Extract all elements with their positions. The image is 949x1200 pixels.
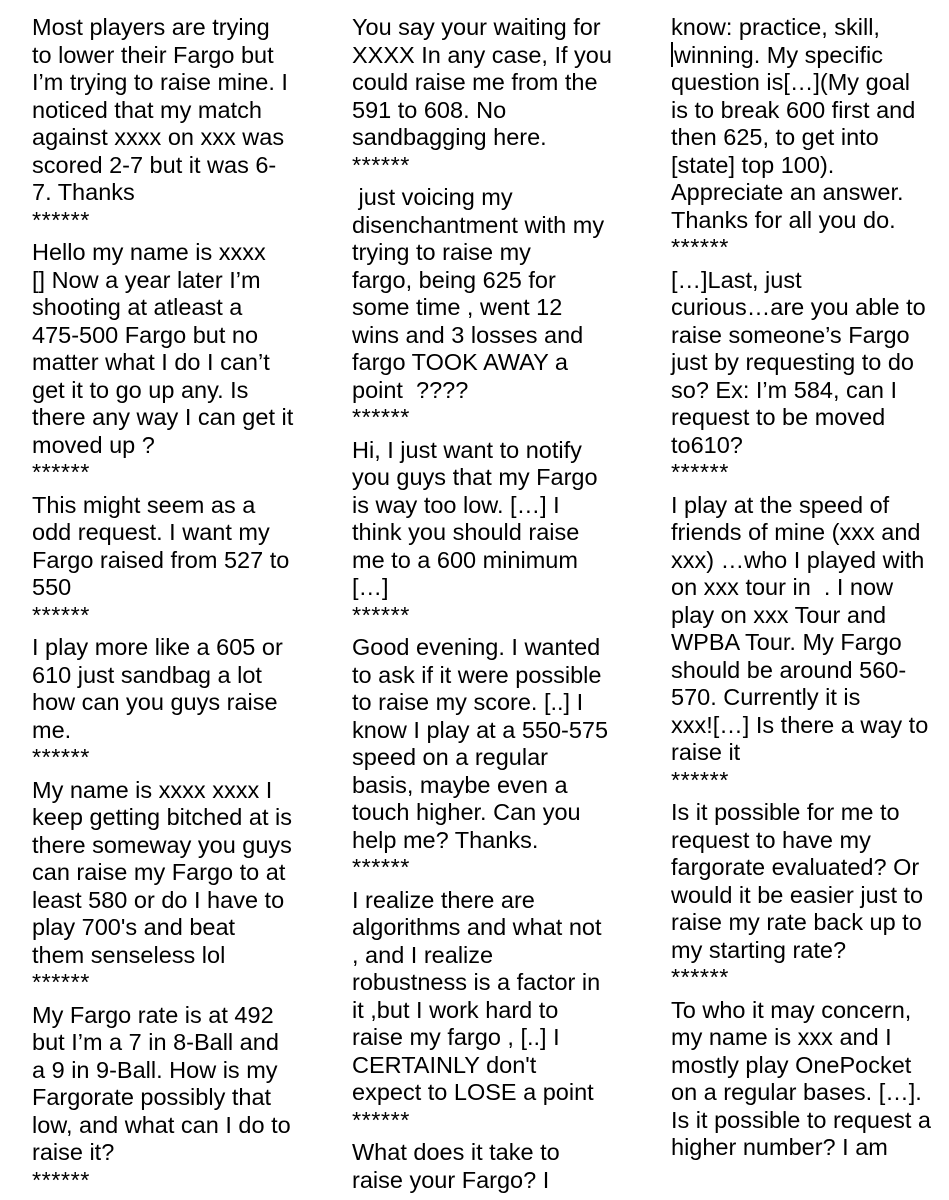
- quote-line: think you should raise: [352, 519, 580, 545]
- quote-block: [352, 887, 652, 1107]
- quote-line: is to break 600 first and: [671, 96, 916, 123]
- quote-line: What does it take to: [352, 1139, 560, 1165]
- quote-block: [32, 634, 332, 744]
- quote-line: it ,but I work hard to: [352, 996, 559, 1023]
- quote-line: help me? Thanks.: [352, 826, 539, 853]
- quote-line: fargorate evaluated? Or: [671, 854, 920, 880]
- quote-separator: ******: [32, 206, 90, 233]
- quote-line: expect to LOSE a point: [352, 1079, 594, 1105]
- quote-line: Is it possible for me to: [671, 799, 900, 825]
- quote-line: raise it?: [32, 1139, 115, 1165]
- quote-line: on a regular bases. […].: [671, 1079, 922, 1105]
- quote-line: could raise me from the: [352, 69, 598, 95]
- quote-line: xxx) …who I played with: [671, 546, 925, 573]
- quote-line: is way too low. […] I: [352, 491, 560, 518]
- quote-line: raise someone’s Fargo: [671, 321, 910, 348]
- quote-separator: ******: [32, 601, 90, 628]
- quote-line: get it to go up any. Is: [32, 376, 249, 403]
- quote-line: Is it possible to request a: [671, 1106, 931, 1133]
- quote-line: there someway you guys: [32, 831, 292, 858]
- quote-line: just voicing my: [352, 184, 513, 210]
- quote-line: robustness is a factor in: [352, 969, 601, 995]
- quote-line: touch higher. Can you: [352, 799, 581, 825]
- quote-line: wins and 3 losses and: [352, 321, 584, 348]
- quote-separator: ******: [352, 854, 410, 880]
- quote-line: me.: [32, 716, 72, 743]
- quote-line: CERTAINLY don't: [352, 1051, 537, 1078]
- quote-line: […]Last, just: [671, 266, 802, 293]
- quote-block: [352, 14, 652, 152]
- quote-line: XXXX In any case, If you: [352, 41, 612, 68]
- quote-line: request to have my: [671, 826, 871, 853]
- quote-line: how can you guys raise: [32, 689, 278, 715]
- quote-separator: ******: [671, 766, 729, 793]
- quote-line: WPBA Tour. My Fargo: [671, 629, 902, 655]
- quote-line: to ask if it were possible: [352, 661, 602, 688]
- quote-line: xxx![…] Is there a way to: [671, 711, 929, 738]
- quote-separator: ******: [32, 969, 90, 995]
- quote-line: know I play at a 550-575: [352, 716, 609, 743]
- quote-block: [32, 1002, 332, 1167]
- quote-line: can raise my Fargo to at: [32, 859, 286, 885]
- quote-line: curious…are you able to: [671, 294, 926, 320]
- quote-line: I’m trying to raise mine. I: [32, 69, 288, 95]
- quote-line: […]: [352, 574, 389, 600]
- text-column-2: [352, 14, 652, 1194]
- quote-line: point ????: [352, 376, 469, 403]
- quote-line: keep getting bitched at is: [32, 804, 292, 830]
- quote-line: higher number? I am: [671, 1134, 888, 1160]
- quote-line: 610 just sandbag a lot: [32, 661, 262, 688]
- quote-line: request to be moved: [671, 404, 886, 430]
- quote-line: 570. Currently it is: [671, 684, 861, 710]
- quote-separator: ******: [671, 964, 729, 990]
- quote-line: My name is xxxx xxxx I: [32, 776, 273, 803]
- quote-line: speed on a regular: [352, 744, 548, 770]
- quote-line: odd request. I want my: [32, 519, 270, 545]
- quote-separator: ******: [32, 1166, 90, 1193]
- text-column-3: [671, 14, 949, 1162]
- quote-line: some time , went 12: [352, 294, 563, 320]
- quote-separator: ******: [352, 601, 410, 628]
- quote-line: you guys that my Fargo: [352, 464, 598, 490]
- quote-line: algorithms and what not: [352, 914, 602, 940]
- quote-line: This might seem as a: [32, 491, 256, 518]
- quote-block: [32, 14, 332, 207]
- quote-line: them senseless lol: [32, 941, 226, 968]
- quote-line: fargo, being 625 for: [352, 266, 556, 293]
- quote-line: raise my fargo , [..] I: [352, 1024, 560, 1050]
- quote-line: friends of mine (xxx and: [671, 519, 921, 545]
- quote-line: Good evening. I wanted: [352, 634, 601, 660]
- quote-separator: ******: [32, 459, 90, 485]
- quote-block: [671, 492, 949, 767]
- quote-block: [671, 14, 949, 234]
- quote-line: disenchantment with my: [352, 211, 605, 238]
- quote-line: Fargo raised from 527 to: [32, 546, 290, 573]
- quote-separator: ******: [671, 234, 729, 260]
- text-column-1: [32, 14, 332, 1199]
- quote-line: Most players are trying: [32, 14, 270, 40]
- quote-line: there any way I can get it: [32, 404, 294, 430]
- quote-line: mostly play OnePocket: [671, 1051, 912, 1078]
- quote-line: sandbagging here.: [352, 124, 547, 150]
- quote-line: raise your Fargo? I: [352, 1166, 550, 1193]
- quote-line: trying to raise my: [352, 239, 531, 265]
- quote-block: [32, 492, 332, 602]
- quote-line: to lower their Fargo but: [32, 41, 274, 68]
- quote-line: scored 2-7 but it was 6-: [32, 151, 277, 178]
- quote-line: [] Now a year later I’m: [32, 266, 261, 293]
- quote-line: on xxx tour in . I now: [671, 574, 894, 600]
- quote-line: I play more like a 605 or: [32, 634, 283, 660]
- quote-line: noticed that my match: [32, 96, 262, 123]
- quote-line: I realize there are: [352, 886, 535, 913]
- quote-separator: ******: [352, 1106, 410, 1133]
- quote-separator: ******: [352, 404, 410, 430]
- quote-line: just by requesting to do: [671, 349, 914, 375]
- quote-line: then 625, to get into: [671, 124, 879, 150]
- quote-line: play 700's and beat: [32, 914, 236, 940]
- quote-line: me to a 600 minimum: [352, 546, 578, 573]
- quote-line: least 580 or do I have to: [32, 886, 285, 913]
- quote-separator: ******: [671, 459, 729, 485]
- quote-line: fargo TOOK AWAY a: [352, 349, 568, 375]
- quote-block: [671, 267, 949, 460]
- quote-line: but I’m a 7 in 8-Ball and: [32, 1029, 279, 1055]
- quote-line: Thanks for all you do.: [671, 206, 896, 233]
- quote-block: [671, 997, 949, 1162]
- quote-line: Hi, I just want to notify: [352, 436, 582, 463]
- quote-block: [352, 634, 652, 854]
- quote-line: I play at the speed of: [671, 491, 890, 518]
- quote-line: , and I realize: [352, 941, 494, 968]
- quote-line: against xxxx on xxx was: [32, 124, 285, 150]
- quote-line: to610?: [671, 431, 743, 458]
- quote-separator: ******: [32, 744, 90, 770]
- quote-line: 7. Thanks: [32, 179, 135, 205]
- quote-line: [state] top 100).: [671, 151, 835, 178]
- quote-line: a 9 in 9-Ball. How is my: [32, 1056, 278, 1083]
- quote-block: [352, 1139, 652, 1194]
- quote-block: [352, 184, 652, 404]
- quote-line: raise my rate back up to: [671, 909, 922, 935]
- quote-line: to raise my score. [..] I: [352, 689, 584, 715]
- quote-line: low, and what can I do to: [32, 1111, 291, 1138]
- quote-line: Fargorate possibly that: [32, 1084, 272, 1110]
- quote-line: my name is xxx and I: [671, 1024, 892, 1050]
- quote-line: raise it: [671, 739, 741, 765]
- quote-line: play on xxx Tour and: [671, 601, 887, 628]
- quote-line: basis, maybe even a: [352, 771, 568, 798]
- quote-line: winning. My specific: [671, 42, 949, 70]
- quote-line: should be around 560-: [671, 656, 907, 683]
- quote-block: [352, 437, 652, 602]
- quote-line: Hello my name is xxxx: [32, 239, 266, 265]
- quote-block: [32, 239, 332, 459]
- quote-line: would it be easier just to: [671, 881, 924, 908]
- quote-line: know: practice, skill,: [671, 14, 880, 40]
- quote-block: [32, 777, 332, 970]
- quote-line: matter what I do I can’t: [32, 349, 270, 375]
- quote-line: 475-500 Fargo but no: [32, 321, 259, 348]
- quote-line: shooting at atleast a: [32, 294, 243, 320]
- text-cursor: [671, 42, 673, 67]
- quote-line: question is[…](My goal: [671, 69, 911, 95]
- quote-separator: ******: [352, 151, 410, 178]
- quote-line: 591 to 608. No: [352, 96, 507, 123]
- quote-line: my starting rate?: [671, 936, 847, 963]
- quote-line: 550: [32, 574, 72, 600]
- quote-line: moved up ?: [32, 431, 155, 458]
- quote-line: Appreciate an answer.: [671, 179, 904, 205]
- quote-line: You say your waiting for: [352, 14, 601, 40]
- quote-block: [671, 799, 949, 964]
- quote-line: so? Ex: I’m 584, can I: [671, 376, 897, 403]
- quote-line: My Fargo rate is at 492: [32, 1001, 274, 1028]
- quote-line: To who it may concern,: [671, 996, 912, 1023]
